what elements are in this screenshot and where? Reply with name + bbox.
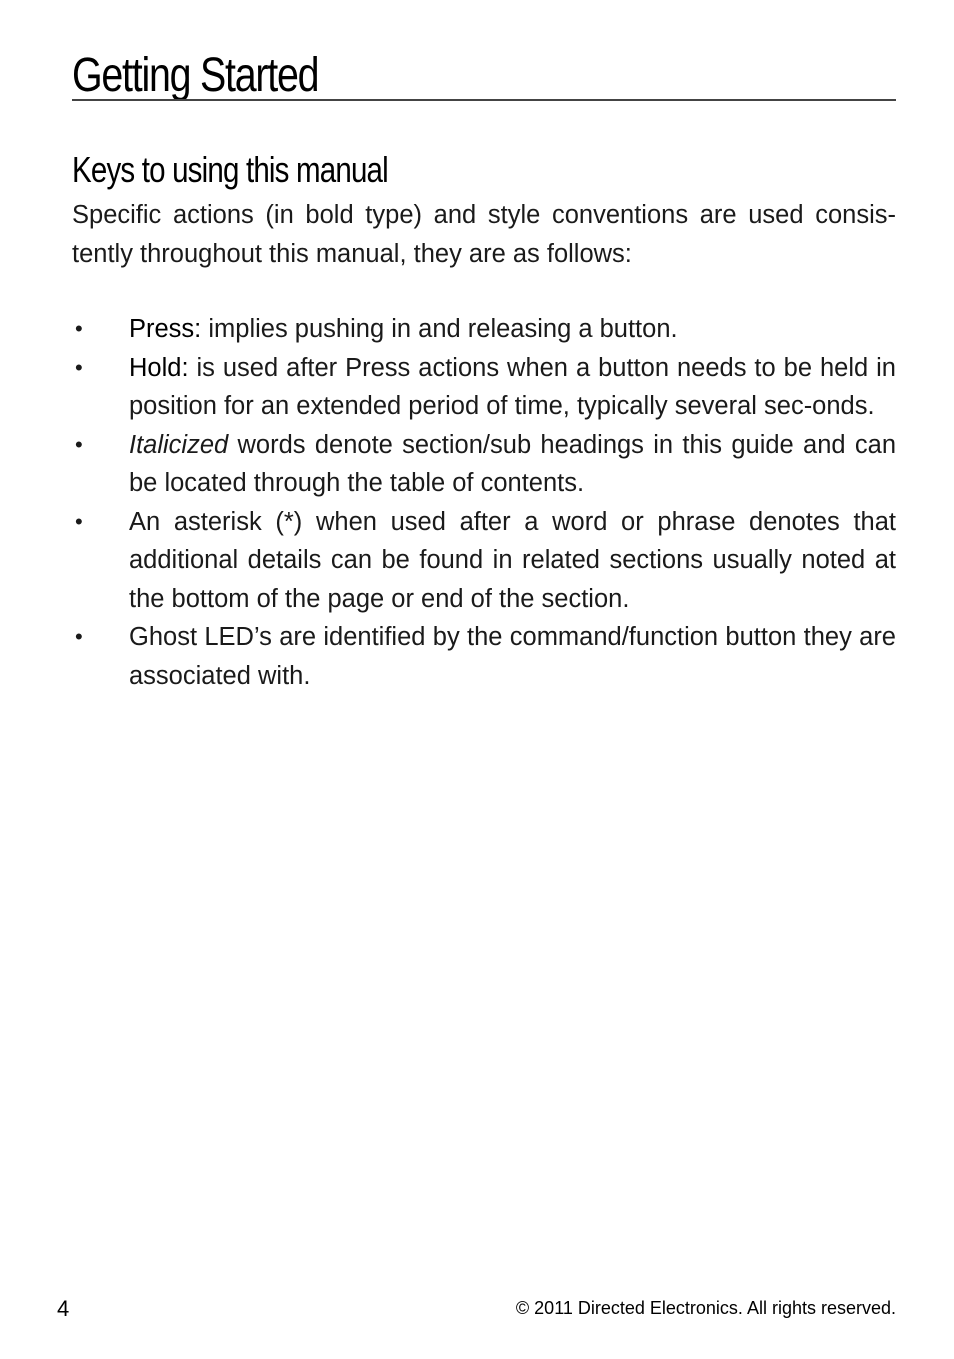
item-text: words denote section/sub headings in this guide and can be located through the table of contents. bbox=[129, 430, 896, 497]
bullet-icon: • bbox=[75, 316, 83, 341]
title-rule bbox=[72, 99, 896, 101]
list-item-italicized bbox=[72, 426, 896, 503]
page-number: 4 bbox=[57, 1296, 70, 1321]
term-italicized: Italicized bbox=[129, 430, 229, 459]
section-heading: Keys to using this manual bbox=[72, 149, 388, 190]
copyright-notice: © 2011 Directed Electronics. All rights reserved. bbox=[515, 1298, 896, 1318]
list-item-asterisk bbox=[72, 503, 896, 619]
item-text: Ghost LED’s are identified by the command/function button they are associated with. bbox=[129, 623, 896, 690]
list-item-hold bbox=[72, 349, 896, 426]
conventions-list bbox=[72, 310, 896, 695]
item-text: An asterisk (*) when used after a word or phrase denotes that additional details can be found in related sections usually noted at the bottom of the page or end of the section. bbox=[129, 507, 896, 613]
term-press: Press: bbox=[129, 315, 202, 343]
page-title: Getting Started bbox=[72, 49, 319, 102]
intro-paragraph: Specific actions (in bold type) and style conventions are used consis-tently throughout this manual, they are as follows: bbox=[72, 201, 896, 268]
bullet-icon: • bbox=[75, 624, 83, 649]
term-hold: Hold: bbox=[129, 353, 189, 382]
list-item-ghost-led bbox=[72, 618, 896, 695]
item-text: is used after Press actions when a button needs to be held in position for an extended period of time, typically several sec-onds. bbox=[129, 353, 896, 420]
item-text: implies pushing in and releasing a button. bbox=[201, 315, 678, 343]
bullet-icon: • bbox=[75, 431, 83, 457]
bullet-icon: • bbox=[75, 354, 83, 380]
bullet-icon: • bbox=[75, 508, 83, 534]
list-item-press bbox=[72, 310, 896, 349]
